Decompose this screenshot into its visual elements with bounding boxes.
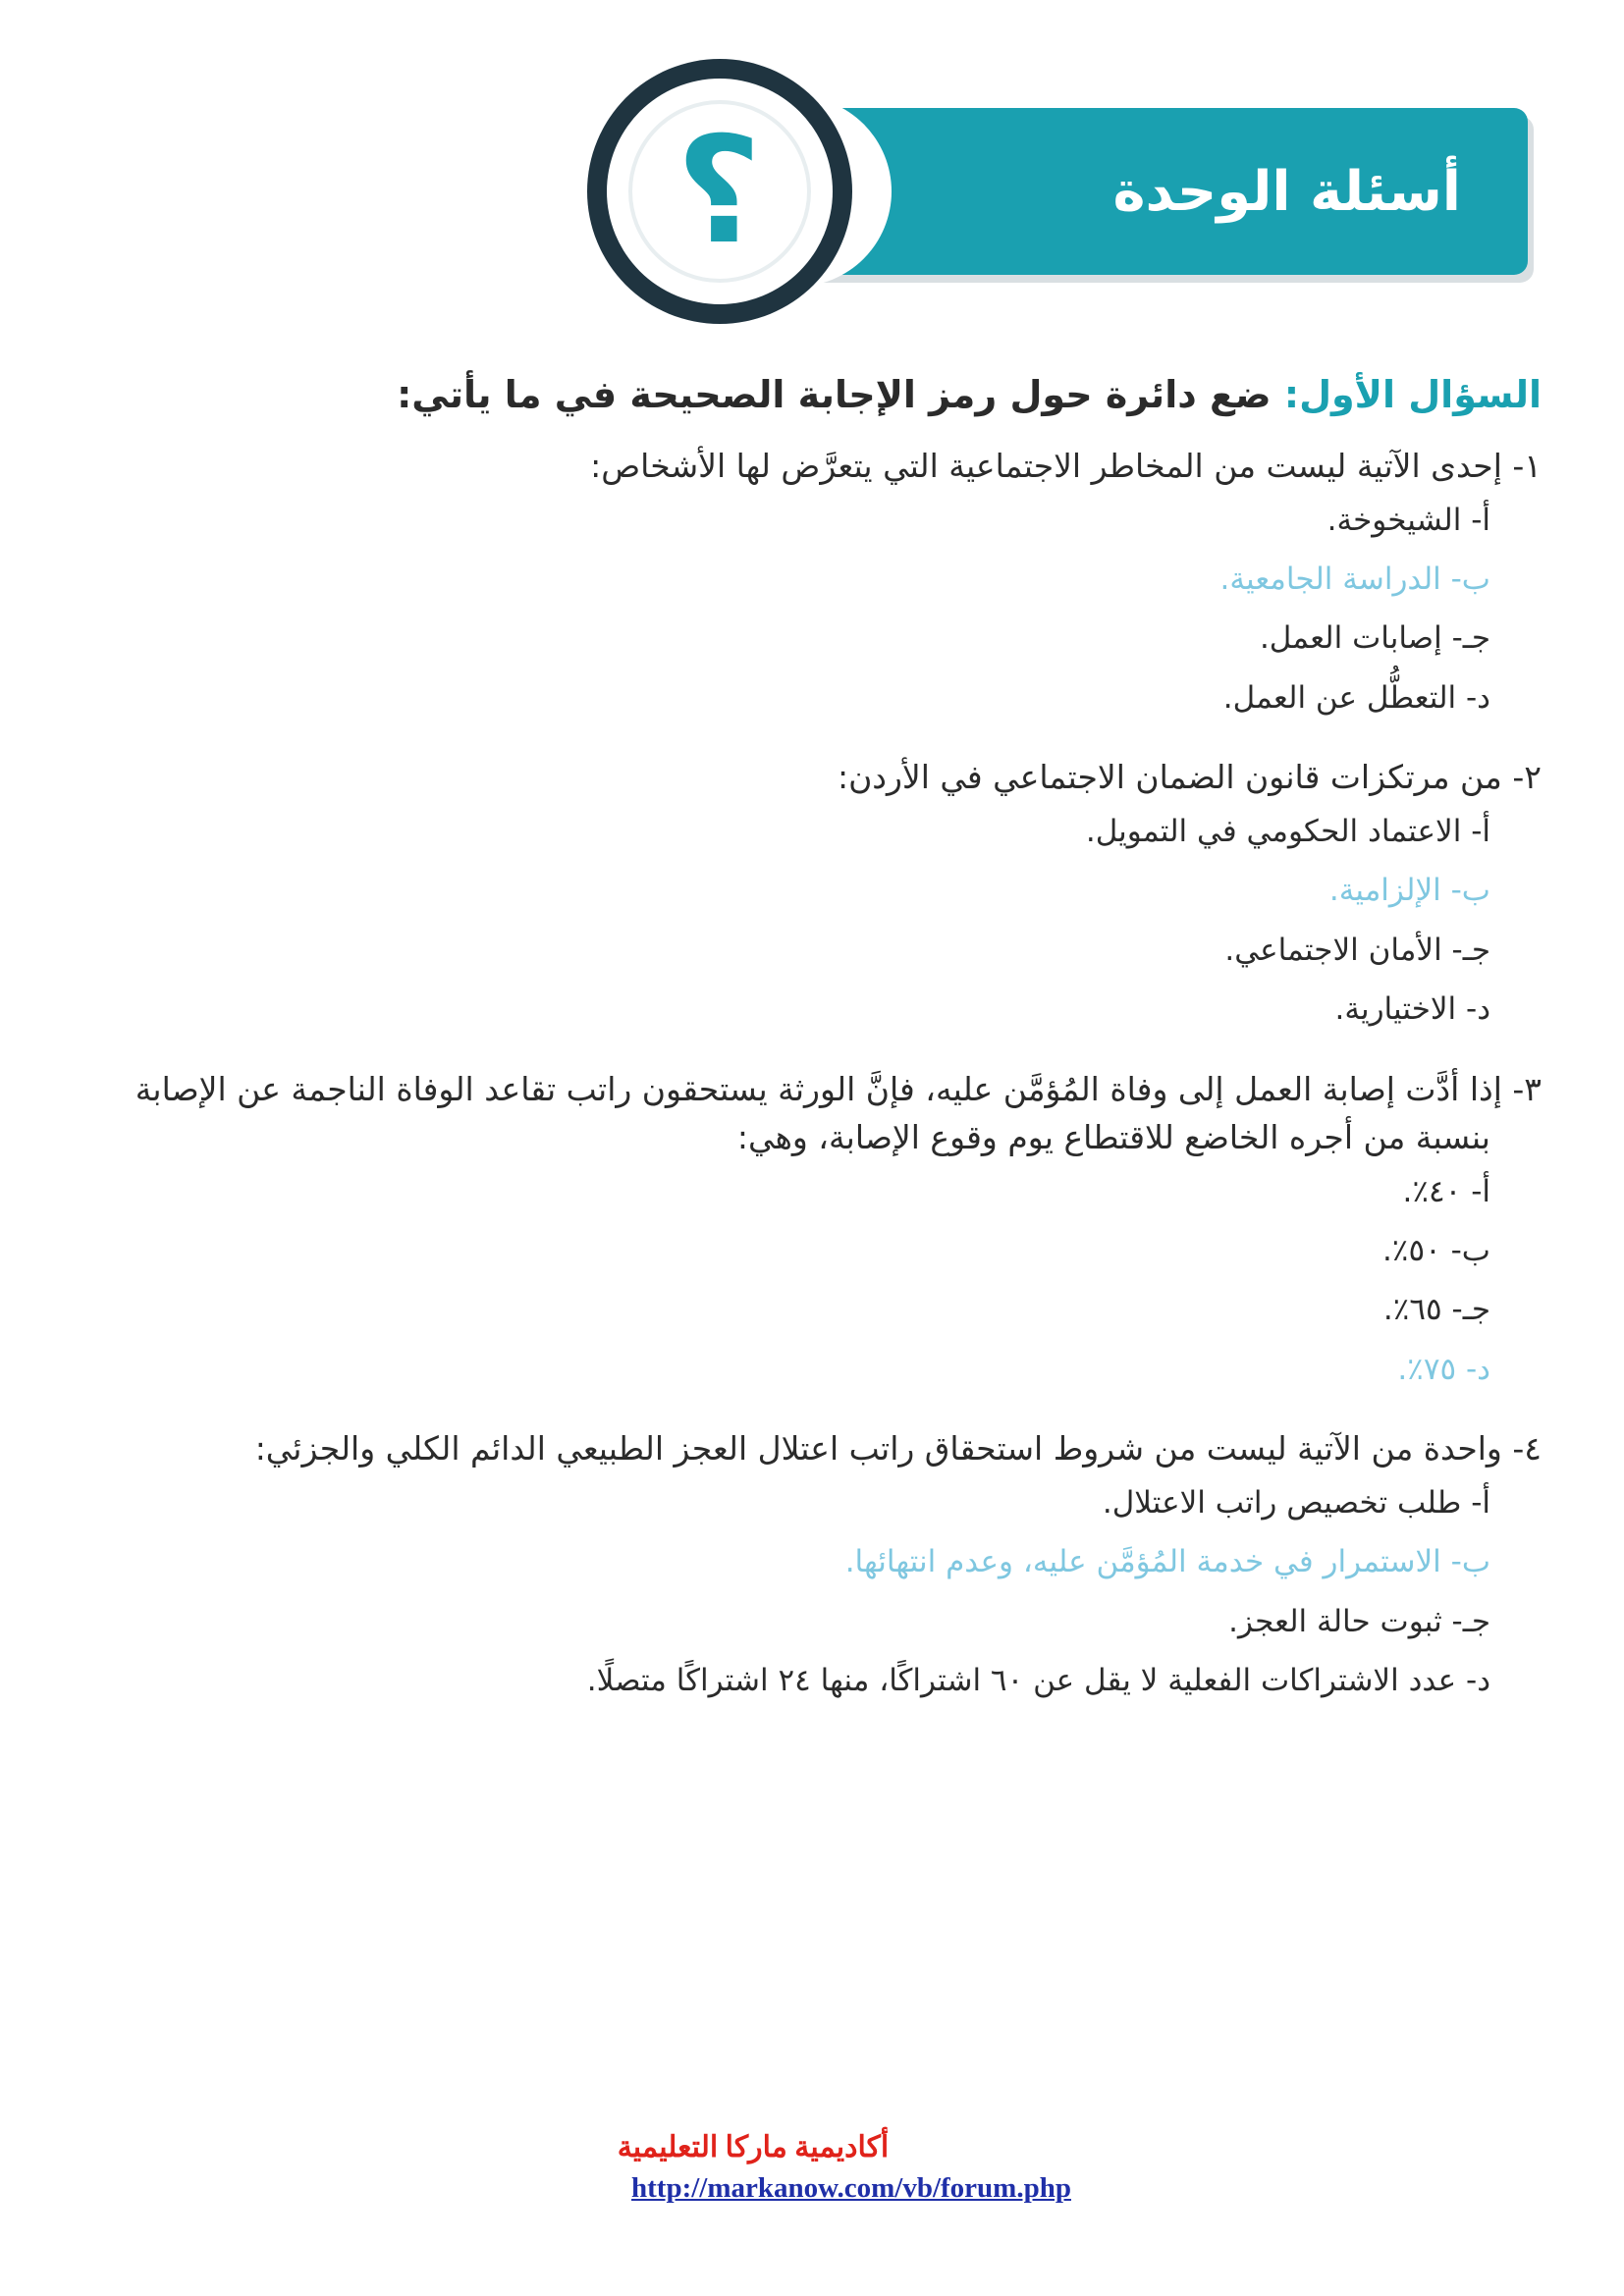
question-badge — [628, 100, 811, 283]
item-text: ٢- من مرتكزات قانون الضمان الاجتماعي في الأردن: — [837, 758, 1542, 797]
option-c[interactable]: جـ- ثبوت حالة العجز. — [1228, 1603, 1490, 1639]
unit-questions-banner — [587, 59, 1549, 334]
banner-title: أسئلة الوحدة — [1112, 159, 1461, 224]
options-list — [69, 802, 1542, 1040]
question-item-1 — [69, 442, 1542, 727]
option-c[interactable]: جـ- ٦٥٪. — [1382, 1292, 1490, 1328]
option-c[interactable]: جـ- الأمان الاجتماعي. — [1224, 932, 1490, 968]
item-text: ١- إحدى الآتية ليست من المخاطر الاجتماعية التي يتعرَّض لها الأشخاص: — [590, 447, 1542, 485]
footer — [0, 2130, 1624, 2205]
questions-content — [69, 373, 1542, 1736]
item-text: ٤- واحدة من الآتية ليست من شروط استحقاق راتب اعتلال العجز الطبيعي الدائم الكلي والجزئي: — [254, 1429, 1542, 1468]
item-text: ٣- إذا أدَّت إصابة العمل إلى وفاة المُؤمَّن عليه، فإنَّ الورثة يستحقون راتب تقاعد الوفاة الناجمة عن الإصابة — [135, 1069, 1542, 1108]
option-a[interactable]: أ- الشيخوخة. — [1326, 502, 1490, 538]
question-heading — [69, 373, 1542, 416]
question-item-3 — [69, 1065, 1542, 1400]
item-text-continued: بنسبة من أجره الخاضع للاقتطاع يوم وقوع الإصابة، وهي: — [736, 1118, 1490, 1156]
question-instruction: ضع دائرة حول رمز الإجابة الصحيحة في ما يأتي: — [397, 373, 1272, 416]
options-list — [69, 1473, 1542, 1711]
option-d[interactable]: د- التعطُّل عن العمل. — [1222, 679, 1490, 716]
options-list — [69, 491, 1542, 728]
option-b[interactable]: ب- الاستمرار في خدمة المُؤمَّن عليه، وعدم انتهائها. — [844, 1544, 1490, 1580]
question-item-2 — [69, 753, 1542, 1039]
option-b[interactable]: ب- الدراسة الجامعية. — [1219, 561, 1490, 597]
forum-link[interactable]: http://markanow.com/vb/forum.php — [631, 2172, 1071, 2204]
option-b[interactable]: ب- الإلزامية. — [1328, 873, 1490, 909]
option-d[interactable]: د- الاختيارية. — [1334, 991, 1490, 1028]
option-b[interactable]: ب- ٥٠٪. — [1381, 1232, 1490, 1268]
option-d[interactable]: د- ٧٥٪. — [1397, 1351, 1490, 1387]
question-label: السؤال الأول: — [1283, 373, 1542, 416]
option-c[interactable]: جـ- إصابات العمل. — [1259, 620, 1490, 657]
option-a[interactable]: أ- طلب تخصيص راتب الاعتلال. — [1102, 1484, 1490, 1521]
option-a[interactable]: أ- ٤٠٪. — [1402, 1173, 1490, 1209]
banner-bar — [784, 108, 1528, 275]
question-mark-icon: ? — [677, 106, 763, 277]
option-d[interactable]: د- عدد الاشتراكات الفعلية لا يقل عن ٦٠ اشتراكًا، منها ٢٤ اشتراكًا متصلًا. — [586, 1663, 1490, 1699]
question-item-4 — [69, 1424, 1542, 1710]
footer-title: أكاديمية ماركا التعليمية — [617, 2131, 890, 2163]
options-list — [69, 1162, 1542, 1400]
option-a[interactable]: أ- الاعتماد الحكومي في التمويل. — [1085, 813, 1490, 849]
